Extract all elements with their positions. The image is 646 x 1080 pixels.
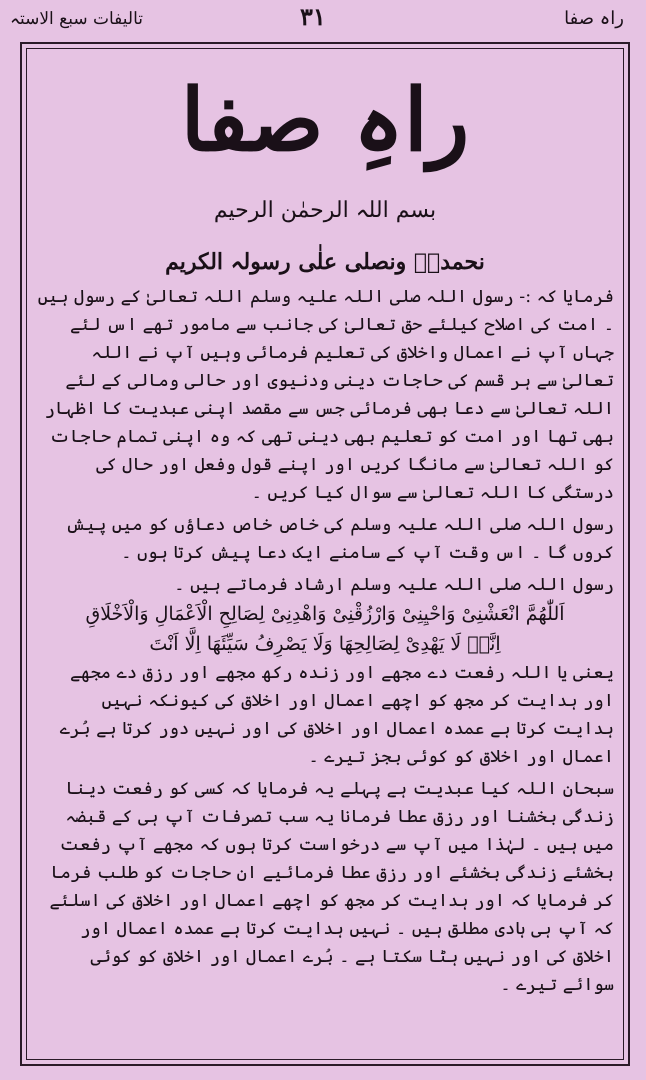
page-number: ٣١ — [300, 2, 326, 31]
paragraph: سبحان اللہ کیا عبدیت ہے پہلے یہ فرمایا کہ کسی کو رفعت دینا زندگی بخشنا اور رزق عطا فرمانا یہ سب تصرفات آپ ہی کے قبضہ میں ہیں ۔ لہٰذا میں آپ سے درخواست کرتا ہوں کہ مجھے آپ رفعت بخشئے زندگی بخشئے اور رزق عطا فرمائیے ان حاجات کو طلب فرما کر فرمایا کہ اور ہدایت کر مجھ کو اچھے اعمال اور اخلاق کی اسلئے کہ آپ ہی ہادی مطلق ہیں ۔ نہیں ہدایت کرتا ہے عمدہ اعمال اور اخلاق کی اور نہیں ہٹا سکتا ہے ۔ بُرے اعمال اور اخلاق کو کوئی سوائے تیرے ۔ — [49, 779, 614, 995]
header-book-title: راہ صفا — [564, 8, 624, 29]
arabic-dua-line: اِنَّہٗ لَا یَھْدِیْ لِصَالِحِھَا وَلَا یَصْرِفُ سَیِّئَھَا اِلَّا اَنْتَ — [149, 633, 501, 655]
arabic-dua-line: اَللّٰھُمَّ انْعَشْنِیْ وَاحْیِنِیْ وَارْزُقْنِیْ وَاھْدِنِیْ لِصَالِحِ الْاَعْمَالِ وَالْاَخْلَاقِ — [85, 603, 565, 625]
paragraph: یعنی یا اللہ رفعت دے مجھے اور زندہ رکھ مجھے اور رزق دے مجھے اور ہدایت کر مجھ کو اچھے اعمال اور اخلاق کی کیونکہ نہیں ہدایت کرتا ہے عمدہ اعمال اور اخلاق کی اور نہیں دور کرتا ہے بُرے اعمال اور اخلاق کو کوئی بجز تیرے ۔ — [59, 663, 614, 767]
page-content — [36, 58, 614, 1054]
header-series-title: تالیفات سبع الاستہ — [10, 9, 143, 29]
paragraph: رسول اللہ صلی اللہ علیہ وسلم ارشاد فرماتے ہیں ۔ — [174, 575, 614, 595]
paragraph: رسول اللہ صلی اللہ علیہ وسلم کی خاص خاص دعاؤں کو میں پیش کروں گا ۔ اس وقت آپ کے سامنے ایک دعا پیش کرتا ہوں ۔ — [65, 515, 614, 563]
bismillah: بسم اللہ الرحمٰن الرحیم — [213, 198, 437, 223]
hamd-line: نحمدہٗ ونصلی علٰی رسولہ الکریم — [165, 249, 485, 275]
paragraph: فرمایا کہ :- رسول اللہ صلی اللہ علیہ وسلم اللہ تعالیٰ کے رسول ہیں ۔ امت کی اصلاح کیلئے حق تعالیٰ کی جانب سے مامور تھے اس لئے جہاں آپ نے اعمال واخلاق کی تعلیم فرمائی وہیں آپ نے اللہ تعالیٰ سے ہر قسم کی حاجات دینی ودنیوی اور حالی ومالی کے لئے اللہ تعالیٰ سے دعا بھی فرمائی جس سے مقصد اپنی عبدیت کا اظہار بھی تھا اور امت کو تعلیم بھی دینی تھی کہ وہ اپنی تمام حاجات کو اللہ تعالیٰ سے مانگا کریں اور اپنے قول وفعل اور حال کی درستگی کا اللہ تعالیٰ سے سوال کیا کریں ۔ — [37, 287, 614, 503]
page-header — [0, 0, 646, 34]
chapter-title: راہِ صفا — [180, 70, 470, 171]
